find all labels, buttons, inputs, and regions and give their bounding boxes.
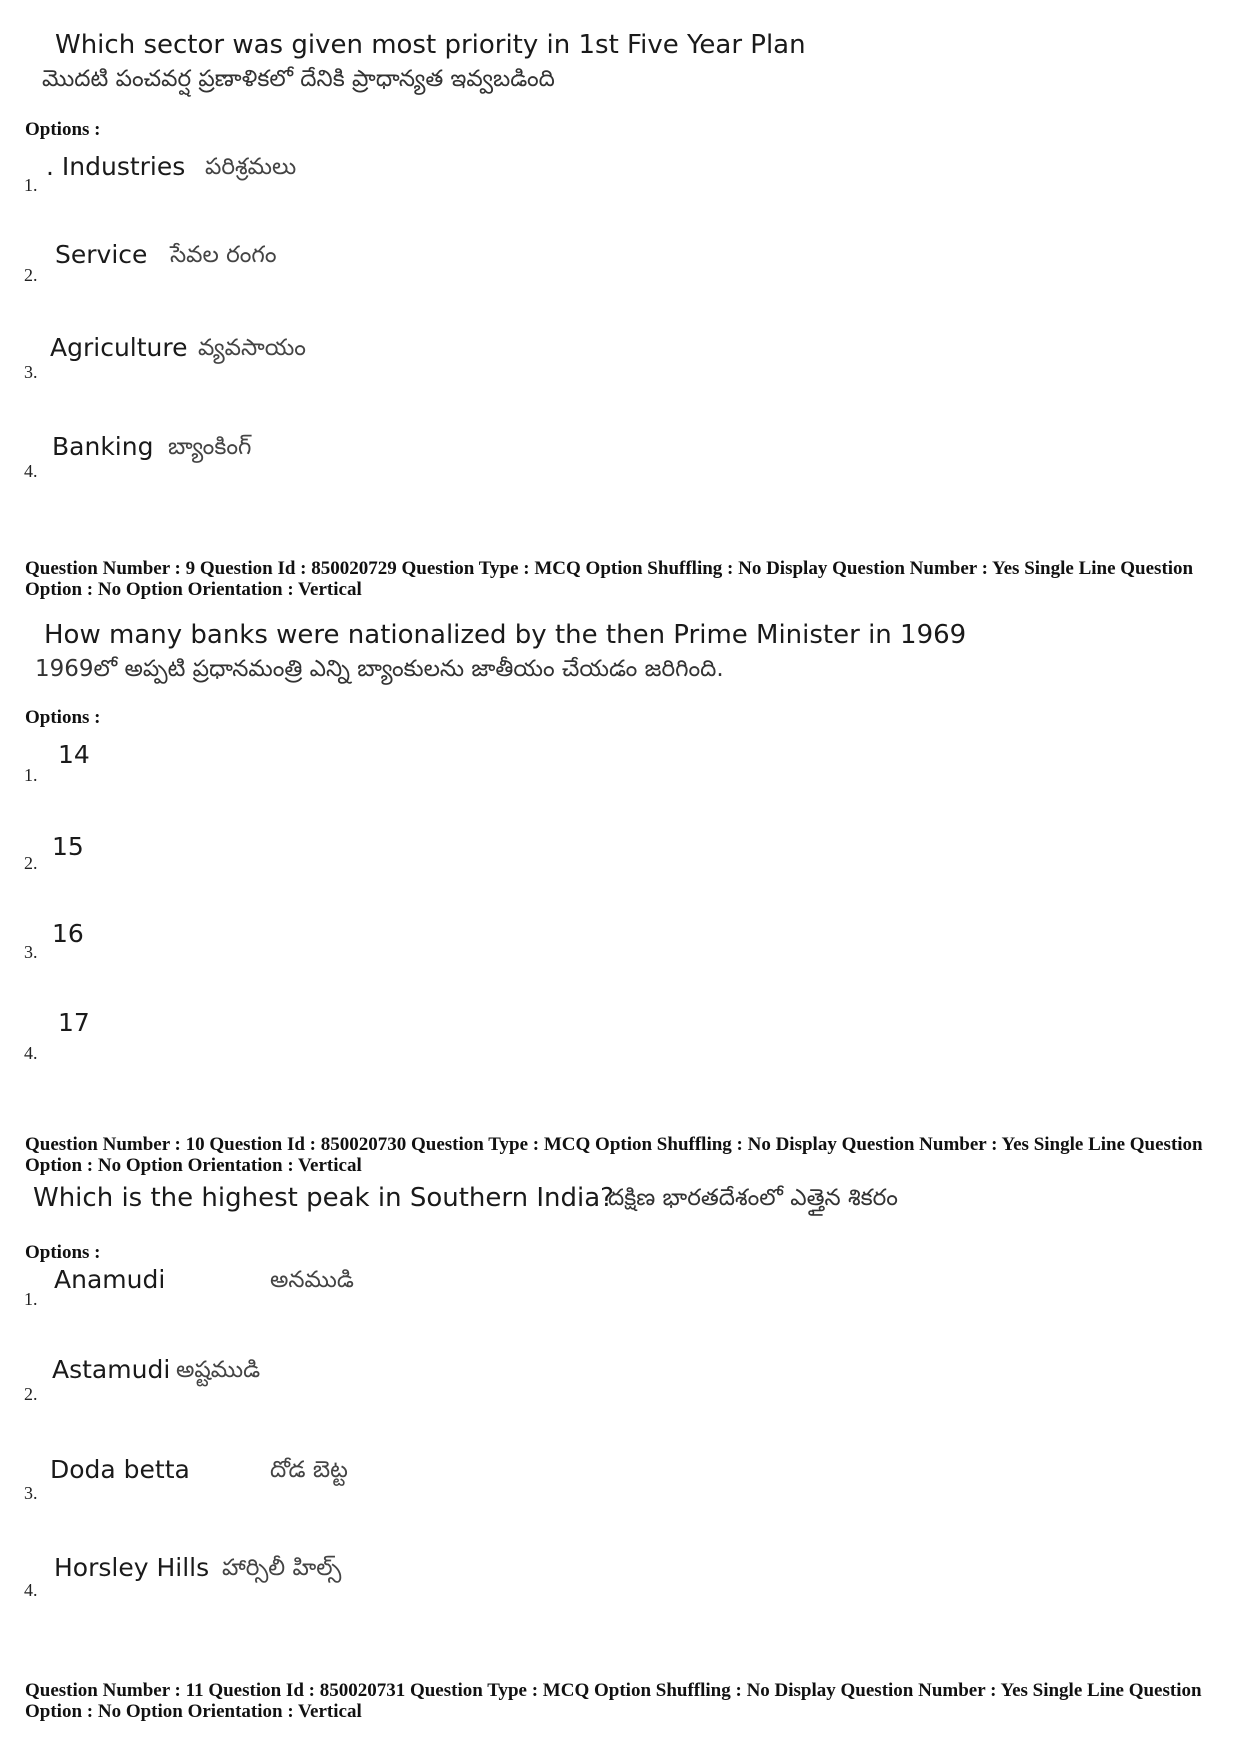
options-label: Options : <box>25 1242 101 1263</box>
question-8-text-te: మొదటి పంచవర్ష ప్రణాళికలో దేనికి ప్రాధాన్యత ఇవ్వబడింది <box>42 66 555 92</box>
question-meta: Question Number : 10 Question Id : 850020730 Question Type : MCQ Option Shuffling : No Display Question Number : Yes Single Line Question Option : No Option Orientation : Vertical <box>25 1134 1203 1176</box>
option-text-en: 15 <box>52 832 84 861</box>
option-text-en: Horsley Hills <box>54 1553 210 1582</box>
option-number: 3. <box>24 942 38 962</box>
option-text-te: హార్సిలీ హిల్స్ <box>222 1555 342 1581</box>
option-text-en: . Industries <box>46 152 186 181</box>
option-text-te: పరిశ్రమలు <box>205 154 297 180</box>
question-8-text-en: Which sector was given most priority in 1st Five Year Plan <box>55 30 806 60</box>
option-number: 2. <box>24 1384 38 1404</box>
option-text-te: బ్యాంకింగ్ <box>168 434 252 460</box>
option-text-en: Agriculture <box>50 333 188 362</box>
option-text-en: Banking <box>52 432 154 461</box>
option-text-en: Doda betta <box>50 1455 190 1484</box>
question-meta: Question Number : 11 Question Id : 850020731 Question Type : MCQ Option Shuffling : No Display Question Number : Yes Single Line Question Option : No Option Orientation : Vertical <box>25 1680 1202 1722</box>
option-text-en: Anamudi <box>54 1265 166 1294</box>
option-number: 1. <box>24 765 38 785</box>
option-text-te: దోడ బెట్ట <box>270 1457 348 1483</box>
option-text-en: Service <box>55 240 148 269</box>
option-number: 2. <box>24 853 38 873</box>
option-number: 3. <box>24 362 38 382</box>
option-number: 4. <box>24 1043 38 1063</box>
question-10-text-en: Which is the highest peak in Southern India? <box>33 1183 614 1213</box>
options-label: Options : <box>25 119 101 140</box>
option-number: 4. <box>24 461 38 481</box>
option-text-te: సేవల రంగం <box>170 242 277 268</box>
option-number: 1. <box>24 175 38 195</box>
option-text-te: వ్యవసాయం <box>198 335 306 361</box>
question-9-text-te: 1969లో అప్పటి ప్రధానమంత్రి ఎన్ని బ్యాంకులను జాతీయం చేయడం జరిగింది. <box>35 656 724 682</box>
option-number: 2. <box>24 265 38 285</box>
option-text-en: Astamudi <box>52 1355 171 1384</box>
question-meta: Question Number : 9 Question Id : 850020729 Question Type : MCQ Option Shuffling : No Display Question Number : Yes Single Line Question Option : No Option Orientation : Vertical <box>25 558 1194 600</box>
option-number: 4. <box>24 1580 38 1600</box>
question-9-text-en: How many banks were nationalized by the then Prime Minister in 1969 <box>44 620 967 650</box>
option-text-en: 16 <box>52 919 84 948</box>
option-text-en: 14 <box>58 740 90 769</box>
question-10-text-te: దక్షిణ భారతదేశంలో ఎత్తైన శికరం <box>608 1185 898 1211</box>
option-text-te: అష్టముడి <box>176 1357 261 1383</box>
option-text-en: 17 <box>58 1008 90 1037</box>
option-number: 3. <box>24 1483 38 1503</box>
option-text-te: అనముడి <box>270 1267 354 1293</box>
options-label: Options : <box>25 707 101 728</box>
option-number: 1. <box>24 1289 38 1309</box>
